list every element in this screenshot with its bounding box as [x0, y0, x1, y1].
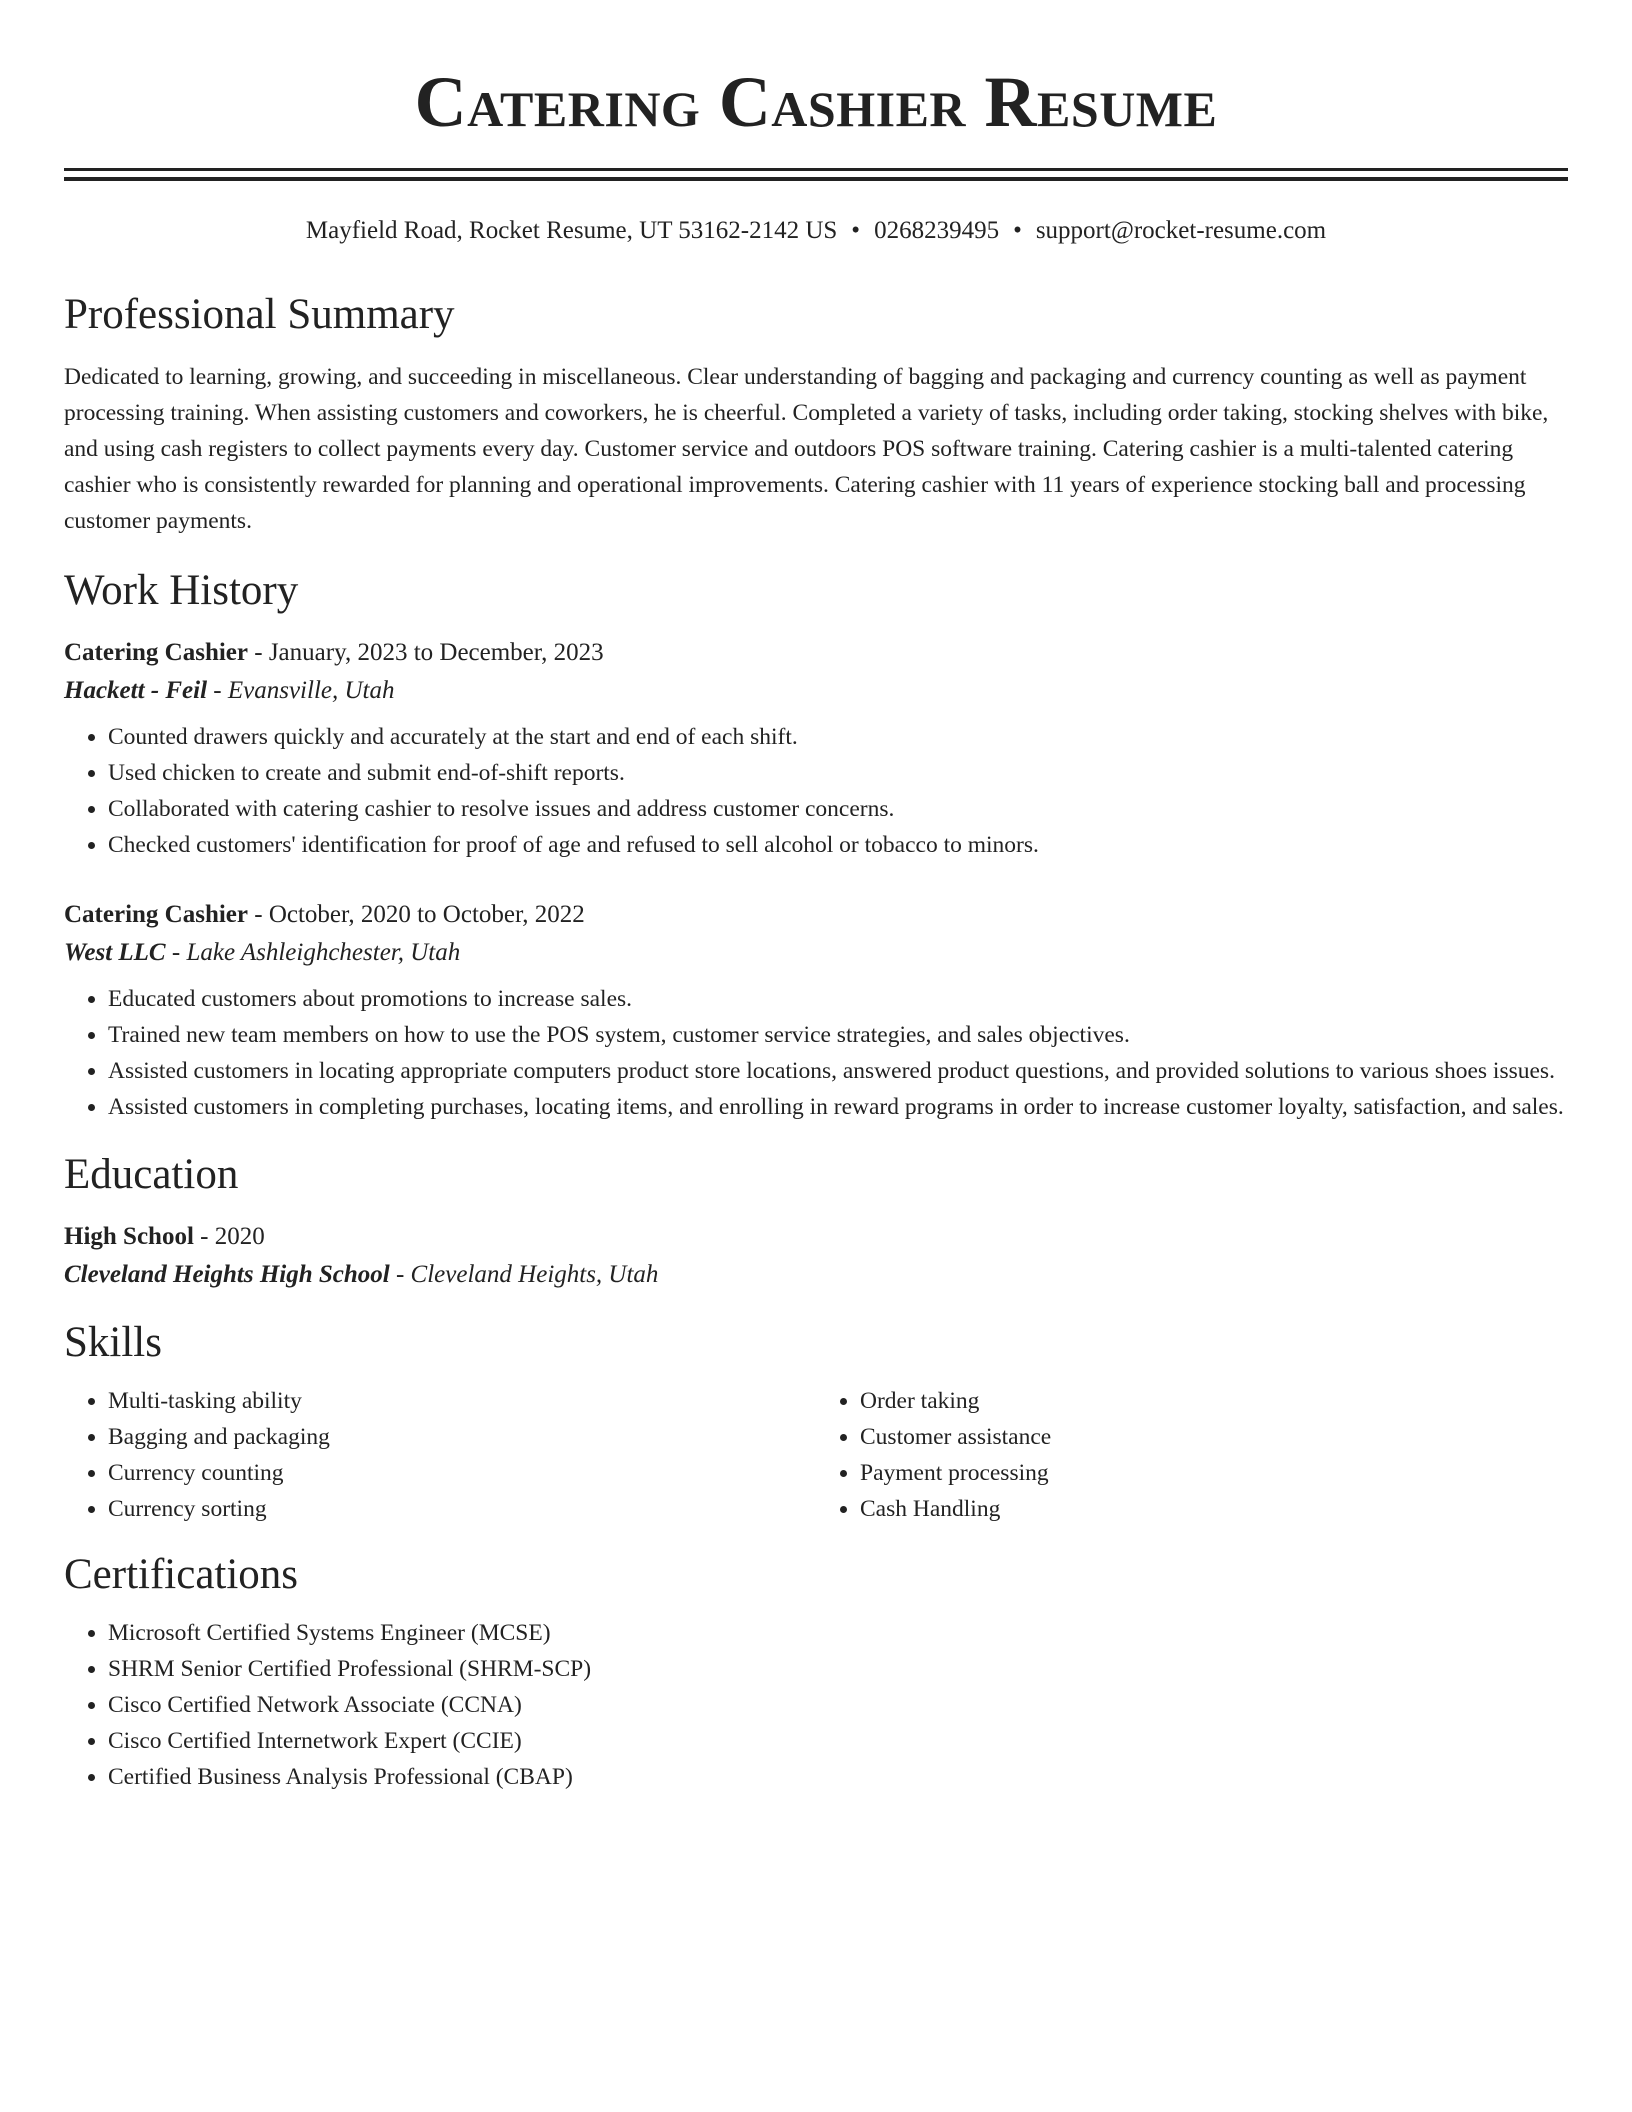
- list-item: • Assisted customers in completing purchases, locating items, and enrolling in reward programs in order to increase customer loyalty, satisfaction, and sales.: [108, 1089, 1568, 1125]
- list-item: • Currency sorting: [108, 1491, 816, 1527]
- list-item: • Multi-tasking ability: [108, 1383, 816, 1419]
- list-item: • Cash Handling: [860, 1491, 1568, 1527]
- contact-line: [64, 215, 1568, 247]
- list-item: • Microsoft Certified Systems Engineer (MCSE): [108, 1615, 1568, 1651]
- skills-section: [64, 1317, 1568, 1527]
- skills-list-right: [816, 1383, 1568, 1527]
- job-dates: - October, 2020 to October, 2022: [248, 901, 585, 928]
- certifications-section: [64, 1549, 1568, 1795]
- list-item: • Assisted customers in locating appropriate computers product store locations, answered product questions, and provided solutions to various shoes issues.: [108, 1053, 1568, 1089]
- job-header: [64, 897, 1568, 973]
- education-section: [64, 1149, 1568, 1295]
- summary-heading: Professional Summary: [64, 291, 455, 338]
- job-location: - Lake Ashleighchester, Utah: [165, 939, 461, 966]
- work-history-section: [64, 565, 1568, 1125]
- job-dates: - January, 2023 to December, 2023: [248, 639, 604, 666]
- education-school: Cleveland Heights High School: [64, 1261, 390, 1288]
- list-item: • Cisco Certified Network Associate (CCNA): [108, 1687, 1568, 1723]
- skills-list-left: [64, 1383, 816, 1527]
- title-rule-top: [64, 168, 1568, 171]
- list-item: • Customer assistance: [860, 1419, 1568, 1455]
- resume-title: Catering Cashier Resume: [414, 62, 1218, 142]
- job-title: Catering Cashier: [64, 639, 248, 666]
- job-location: - Evansville, Utah: [207, 677, 395, 704]
- list-item: • Bagging and packaging: [108, 1419, 816, 1455]
- contact-separator: •: [851, 217, 861, 244]
- certifications-list: [64, 1615, 1568, 1795]
- contact-phone: 0268239495: [874, 217, 1000, 244]
- job-company: Hackett - Feil: [64, 677, 208, 704]
- list-item: • Currency counting: [108, 1455, 816, 1491]
- list-item: • Counted drawers quickly and accurately at the start and end of each shift.: [108, 719, 1568, 755]
- education-year: - 2020: [193, 1223, 265, 1250]
- list-item: • Checked customers' identification for proof of age and refused to sell alcohol or tobacco to minors.: [108, 827, 1568, 863]
- list-item: • Certified Business Analysis Professional (CBAP): [108, 1759, 1568, 1795]
- list-item: • Used chicken to create and submit end-of-shift reports.: [108, 755, 1568, 791]
- list-item: • Order taking: [860, 1383, 1568, 1419]
- job-bullets: [64, 981, 1568, 1125]
- skills-heading: Skills: [64, 1319, 162, 1366]
- job-title: Catering Cashier: [64, 901, 248, 928]
- education-heading: Education: [64, 1151, 239, 1198]
- title-rule-bottom: [64, 177, 1568, 181]
- education-entry: [64, 1219, 1568, 1295]
- job-entry: [64, 897, 1568, 1125]
- certifications-heading: Certifications: [64, 1551, 299, 1598]
- list-item: • SHRM Senior Certified Professional (SHRM-SCP): [108, 1651, 1568, 1687]
- education-degree: High School: [64, 1223, 194, 1250]
- skills-grid: [64, 1383, 1568, 1527]
- list-item: • Payment processing: [860, 1455, 1568, 1491]
- list-item: • Educated customers about promotions to increase sales.: [108, 981, 1568, 1017]
- summary-section: [64, 289, 1568, 539]
- job-bullets: [64, 719, 1568, 863]
- list-item: • Cisco Certified Internetwork Expert (CCIE): [108, 1723, 1568, 1759]
- work-history-heading: Work History: [64, 567, 299, 614]
- job-entry: [64, 635, 1568, 863]
- list-item: • Collaborated with catering cashier to resolve issues and address customer concerns.: [108, 791, 1568, 827]
- list-item: • Trained new team members on how to use the POS system, customer service strategies, and sales objectives.: [108, 1017, 1568, 1053]
- contact-separator: •: [1013, 217, 1022, 244]
- job-header: [64, 635, 1568, 711]
- contact-email: support@rocket-resume.com: [1035, 217, 1327, 244]
- contact-address: Mayfield Road, Rocket Resume, UT 53162-2142 US: [305, 217, 838, 244]
- education-location: - Cleveland Heights, Utah: [389, 1261, 659, 1288]
- summary-text: Dedicated to learning, growing, and succeeding in miscellaneous. Clear understanding of bagging and packaging and currency counting as well as payment processing training. When assisting customers and coworkers, he is cheerful. Completed a variety of tasks, including order taking, stocking shelves with bike, and using cash registers to collect payments every day. Customer service and outdoors POS software training. Catering cashier is a multi-talented catering cashier who is consistently rewarded for planning and operational improvements. Catering cashier with 11 years of experience stocking ball and processing customer payments.: [64, 364, 1549, 534]
- job-company: West LLC: [64, 939, 166, 966]
